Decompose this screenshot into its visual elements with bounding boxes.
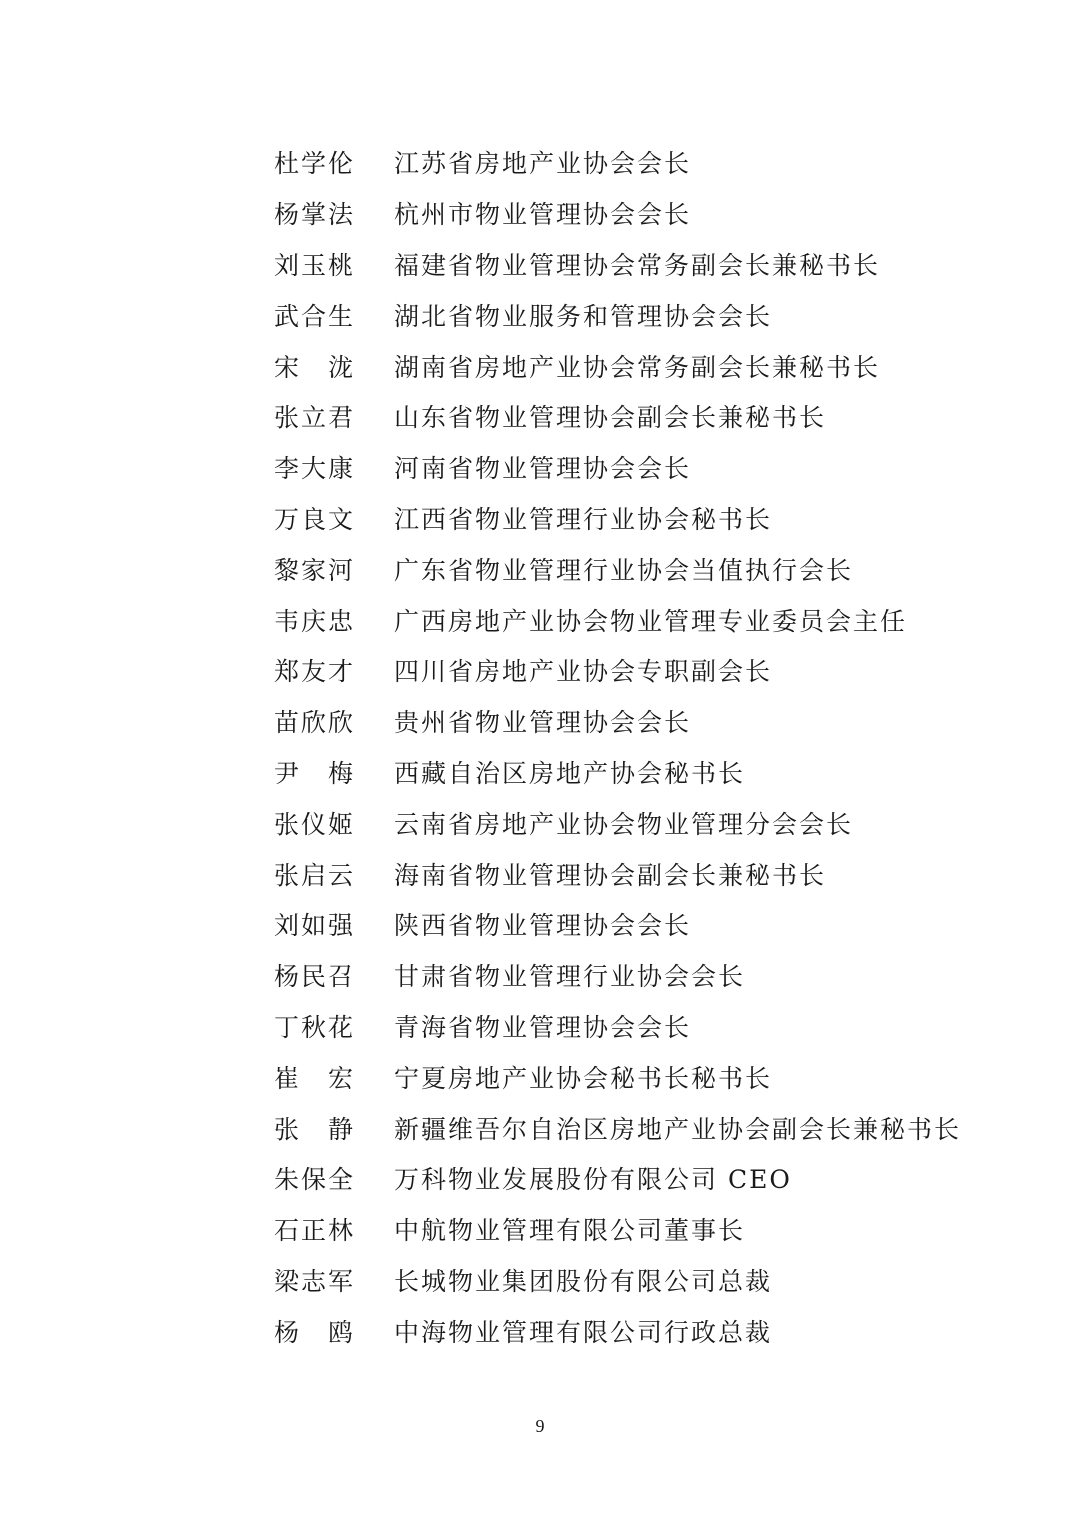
member-name: 张启云 bbox=[274, 860, 356, 890]
list-item bbox=[274, 747, 974, 798]
list-item bbox=[274, 289, 974, 340]
list-item bbox=[274, 188, 974, 239]
member-name: 朱保全 bbox=[274, 1165, 356, 1195]
list-item bbox=[274, 391, 974, 442]
member-title: 宁夏房地产业协会秘书长秘书长 bbox=[394, 1063, 773, 1093]
member-title: 中航物业管理有限公司董事长 bbox=[394, 1216, 746, 1246]
member-title: 湖北省物业服务和管理协会会长 bbox=[394, 301, 773, 331]
member-title: 中海物业管理有限公司行政总裁 bbox=[394, 1317, 773, 1347]
list-item bbox=[274, 1001, 974, 1052]
member-name: 石正林 bbox=[274, 1216, 356, 1246]
list-item bbox=[274, 137, 974, 188]
member-title: 新疆维吾尔自治区房地产业协会副会长兼秘书长 bbox=[394, 1114, 962, 1144]
member-name: 韦庆忠 bbox=[274, 606, 356, 636]
list-item bbox=[274, 239, 974, 290]
member-name: 刘玉桃 bbox=[274, 250, 356, 280]
member-title: 湖南省房地产业协会常务副会长兼秘书长 bbox=[394, 352, 881, 382]
member-title: 江西省物业管理行业协会秘书长 bbox=[394, 504, 773, 534]
member-title: 四川省房地产业协会专职副会长 bbox=[394, 657, 773, 687]
member-title: 杭州市物业管理协会会长 bbox=[394, 200, 692, 230]
member-name: 苗欣欣 bbox=[274, 708, 356, 738]
list-item bbox=[274, 848, 974, 899]
member-name: 刘如强 bbox=[274, 911, 356, 941]
list-item bbox=[274, 645, 974, 696]
member-title: 陕西省物业管理协会会长 bbox=[394, 911, 692, 941]
member-name: 丁秋花 bbox=[274, 1012, 356, 1042]
list-item bbox=[274, 594, 974, 645]
member-name: 李大康 bbox=[274, 454, 356, 484]
member-name: 张立君 bbox=[274, 403, 356, 433]
member-name: 尹 梅 bbox=[274, 758, 356, 788]
member-name: 张 静 bbox=[274, 1114, 356, 1144]
member-title: 青海省物业管理协会会长 bbox=[394, 1012, 692, 1042]
member-name: 郑友才 bbox=[274, 657, 356, 687]
member-title: 贵州省物业管理协会会长 bbox=[394, 708, 692, 738]
list-item bbox=[274, 1305, 974, 1356]
member-name: 崔 宏 bbox=[274, 1063, 356, 1093]
member-title: 甘肃省物业管理行业协会会长 bbox=[394, 962, 746, 992]
list-item bbox=[274, 493, 974, 544]
member-title: 河南省物业管理协会会长 bbox=[394, 454, 692, 484]
member-list bbox=[274, 137, 974, 1356]
list-item bbox=[274, 1102, 974, 1153]
list-item bbox=[274, 1204, 974, 1255]
member-title: 云南省房地产业协会物业管理分会会长 bbox=[394, 809, 854, 839]
member-title: 万科物业发展股份有限公司 CEO bbox=[394, 1165, 792, 1195]
member-title: 西藏自治区房地产协会秘书长 bbox=[394, 758, 746, 788]
member-name: 杜学伦 bbox=[274, 149, 356, 179]
list-item bbox=[274, 442, 974, 493]
member-title: 广西房地产业协会物业管理专业委员会主任 bbox=[394, 606, 908, 636]
member-name: 万良文 bbox=[274, 504, 356, 534]
list-item bbox=[274, 696, 974, 747]
member-name: 梁志军 bbox=[274, 1266, 356, 1296]
list-item bbox=[274, 950, 974, 1001]
member-name: 杨掌法 bbox=[274, 200, 356, 230]
member-name: 杨 鸥 bbox=[274, 1317, 356, 1347]
member-name: 宋 泷 bbox=[274, 352, 356, 382]
member-title: 福建省物业管理协会常务副会长兼秘书长 bbox=[394, 250, 881, 280]
member-name: 武合生 bbox=[274, 301, 356, 331]
member-title: 广东省物业管理行业协会当值执行会长 bbox=[394, 555, 854, 585]
list-item bbox=[274, 899, 974, 950]
member-name: 张仪姬 bbox=[274, 809, 356, 839]
list-item bbox=[274, 340, 974, 391]
member-title: 长城物业集团股份有限公司总裁 bbox=[394, 1266, 773, 1296]
list-item bbox=[274, 543, 974, 594]
member-title: 江苏省房地产业协会会长 bbox=[394, 149, 692, 179]
list-item bbox=[274, 1051, 974, 1102]
member-name: 黎家河 bbox=[274, 555, 356, 585]
page-number: 9 bbox=[535, 1416, 545, 1436]
member-title: 山东省物业管理协会副会长兼秘书长 bbox=[394, 403, 827, 433]
list-item bbox=[274, 1153, 974, 1204]
list-item bbox=[274, 797, 974, 848]
member-title: 海南省物业管理协会副会长兼秘书长 bbox=[394, 860, 827, 890]
list-item bbox=[274, 1255, 974, 1306]
member-name: 杨民召 bbox=[274, 962, 356, 992]
